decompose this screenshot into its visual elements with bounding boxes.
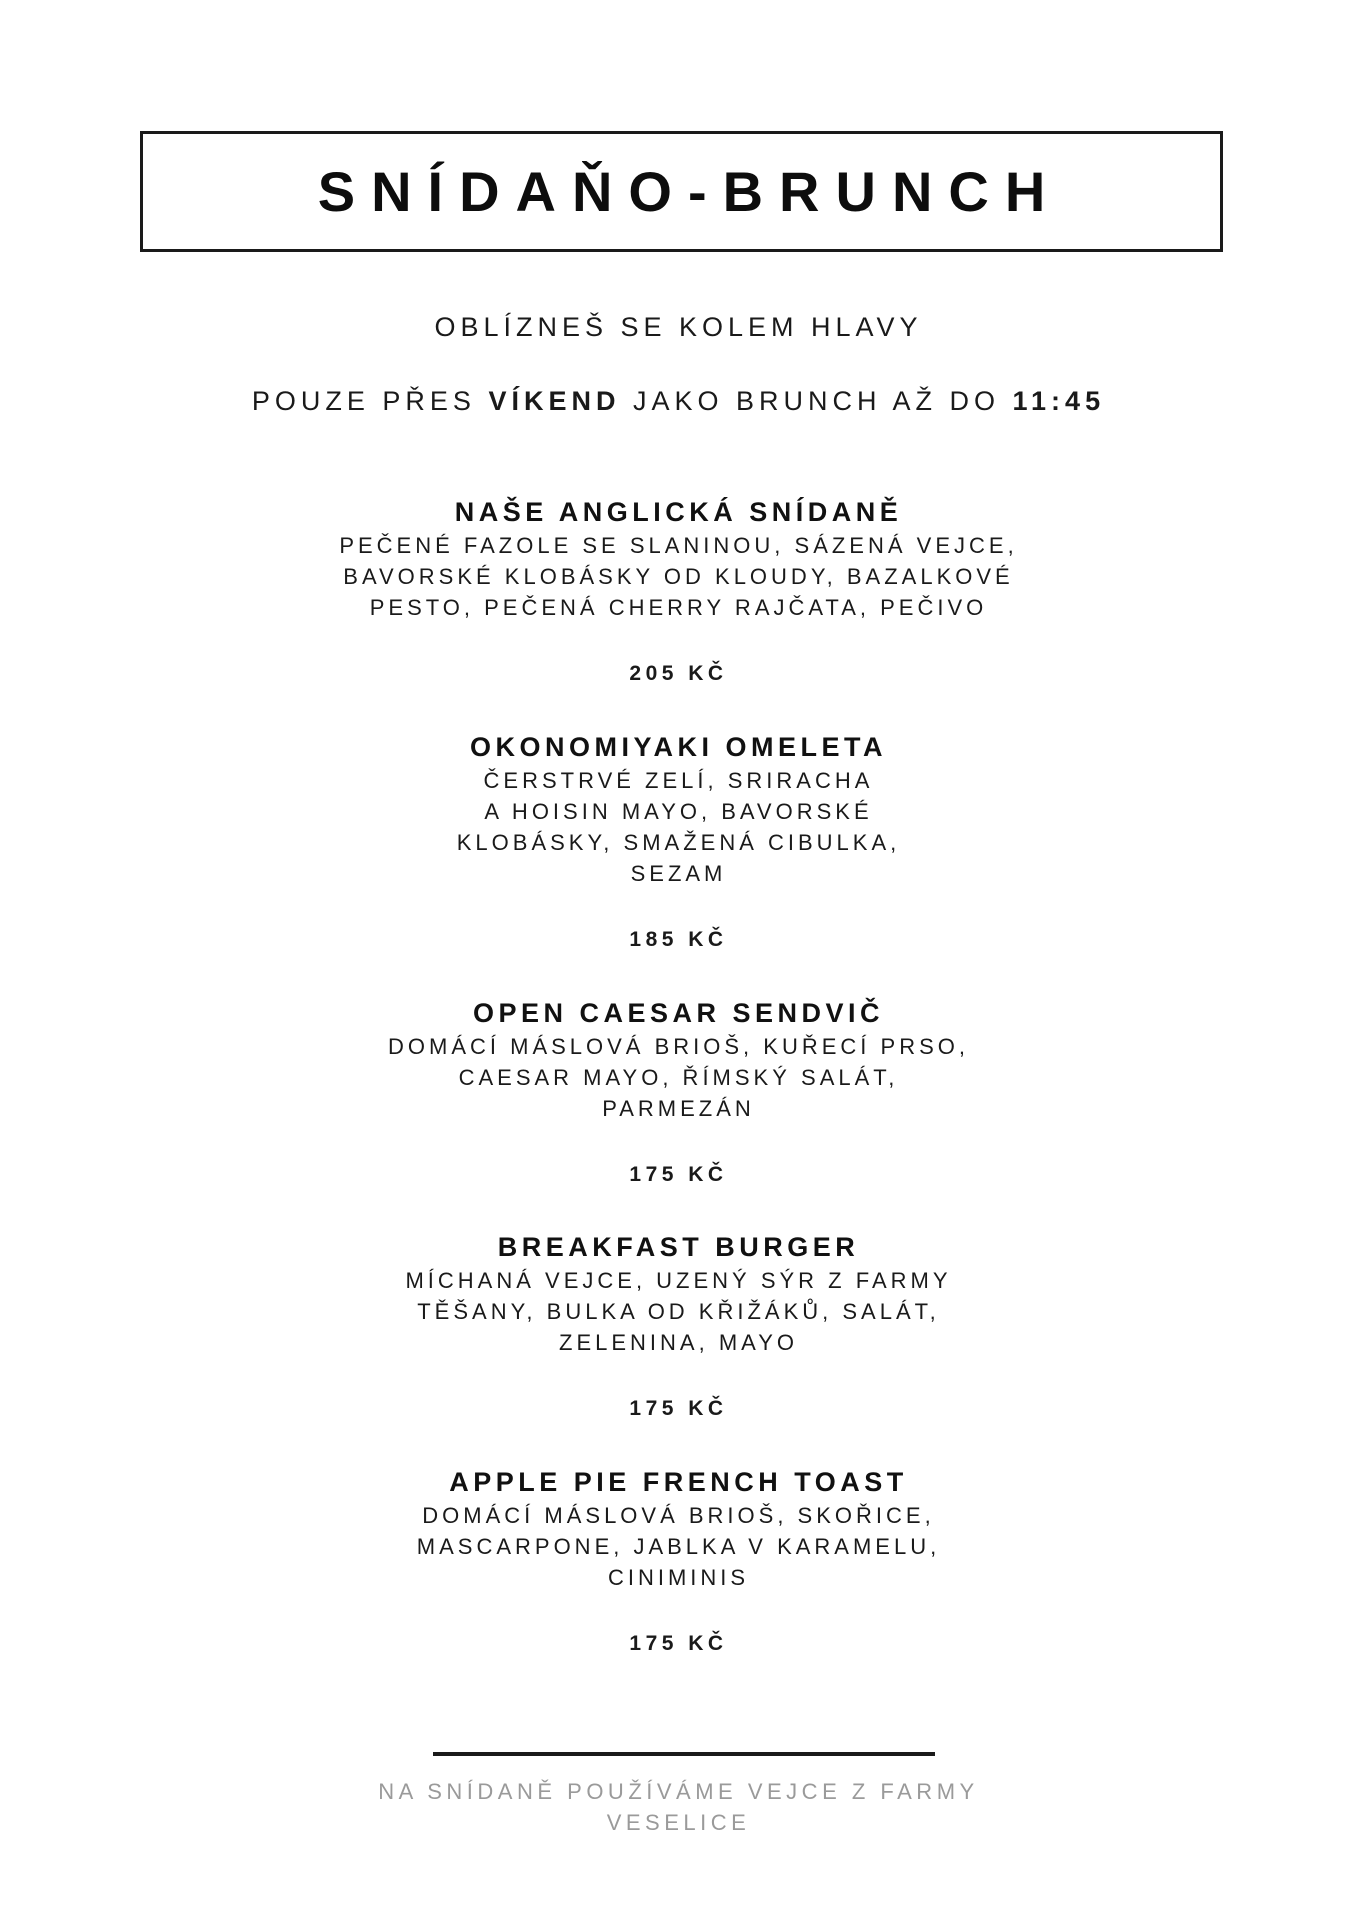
footer-note-line: VESELICE <box>606 1810 751 1835</box>
menu-item <box>0 997 1357 1124</box>
footer-divider <box>433 1752 935 1756</box>
weekend-note <box>0 386 1357 417</box>
menu-item-description <box>0 765 1357 889</box>
menu-item-description-line: MÍCHANÁ VEJCE, UZENÝ SÝR Z FARMY <box>405 1268 952 1293</box>
menu-item <box>0 731 1357 889</box>
menu-item-name: BREAKFAST BURGER <box>497 1232 860 1262</box>
menu-item <box>0 1466 1357 1593</box>
menu-item-description <box>0 530 1357 623</box>
weekend-time: 11:45 <box>1012 386 1106 416</box>
menu-item-description-line: TĚŠANY, BULKA OD KŘIŽÁKŮ, SALÁT, <box>417 1299 940 1324</box>
menu-item <box>0 1231 1357 1358</box>
menu-item-description-line: PESTO, PEČENÁ CHERRY RAJČATA, PEČIVO <box>369 595 988 620</box>
weekend-highlight: VÍKEND <box>488 386 621 416</box>
menu-item-description <box>0 1265 1357 1358</box>
menu-item-description-line: MASCARPONE, JABLKA V KARAMELU, <box>416 1534 941 1559</box>
menu-item <box>0 496 1357 623</box>
menu-item-price: 175 KČ <box>629 1397 728 1420</box>
menu-item-name: OPEN CAESAR SENDVIČ <box>472 998 885 1028</box>
menu-item-description-line: SEZAM <box>630 861 727 886</box>
menu-item-description-line: DOMÁCÍ MÁSLOVÁ BRIOŠ, KUŘECÍ PRSO, <box>388 1034 969 1059</box>
menu-item-description-line: ČERSTRVÉ ZELÍ, SRIRACHA <box>483 768 874 793</box>
menu-item-description-line: KLOBÁSKY, SMAŽENÁ CIBULKA, <box>456 830 901 855</box>
footer-note <box>0 1776 1357 1838</box>
menu-item-description <box>0 1500 1357 1593</box>
menu-item-price: 175 KČ <box>629 1163 728 1186</box>
menu-item-description-line: PARMEZÁN <box>602 1096 755 1121</box>
menu-item-price: 175 KČ <box>629 1632 728 1655</box>
menu-item-description-line: CINIMINIS <box>607 1565 750 1590</box>
tagline: OBLÍZNEŠ SE KOLEM HLAVY <box>434 312 923 342</box>
weekend-middle: JAKO BRUNCH AŽ DO <box>620 386 1013 416</box>
menu-item-price: 185 KČ <box>629 928 728 951</box>
menu-item-description-line: PEČENÉ FAZOLE SE SLANINOU, SÁZENÁ VEJCE, <box>339 533 1018 558</box>
footer-note-line: NA SNÍDANĚ POUŽÍVÁME VEJCE Z FARMY <box>378 1779 979 1804</box>
page-title: SNÍDAŇO-BRUNCH <box>317 160 1062 223</box>
menu-item-price: 205 KČ <box>629 662 728 685</box>
menu-item-name: APPLE PIE FRENCH TOAST <box>449 1467 908 1497</box>
weekend-prefix: POUZE PŘES <box>251 386 489 416</box>
title-box <box>140 131 1223 252</box>
menu-item-description-line: BAVORSKÉ KLOBÁSKY OD KLOUDY, BAZALKOVÉ <box>343 564 1014 589</box>
menu-item-name: OKONOMIYAKI OMELETA <box>469 732 887 762</box>
menu-item-description-line: DOMÁCÍ MÁSLOVÁ BRIOŠ, SKOŘICE, <box>422 1503 935 1528</box>
menu-item-description-line: A HOISIN MAYO, BAVORSKÉ <box>484 799 873 824</box>
menu-item-description-line: CAESAR MAYO, ŘÍMSKÝ SALÁT, <box>458 1065 899 1090</box>
menu-item-description <box>0 1031 1357 1124</box>
menu-item-description-line: ZELENINA, MAYO <box>559 1330 798 1355</box>
menu-item-name: NAŠE ANGLICKÁ SNÍDANĚ <box>454 497 903 527</box>
